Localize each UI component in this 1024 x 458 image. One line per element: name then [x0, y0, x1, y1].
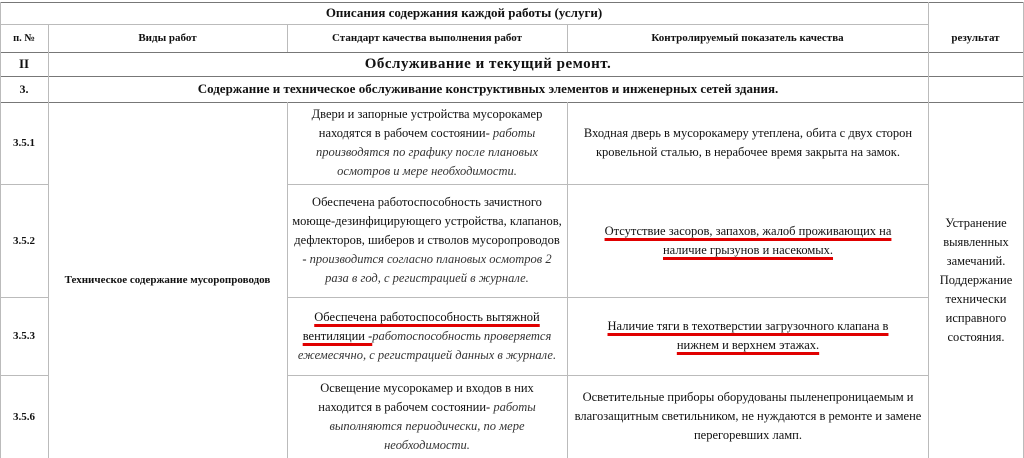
standard-text: Двери и запорные устройства мусорокамер находятся в рабочем состоянии- — [311, 107, 543, 140]
standard-cell-3-5-6 — [292, 377, 562, 456]
row-num-3-5-1: 3.5.1 — [13, 137, 35, 149]
header-result: результат — [951, 32, 1000, 44]
header-quality-indicator: Контролируемый показатель качества — [651, 32, 844, 44]
indicator-text-line2: нижнем и верхнем этажах. — [676, 338, 820, 352]
indicator-text-line1: Отсутствие засоров, запахов, жалоб проживающих на — [604, 223, 892, 238]
standard-text: Обеспечена работоспособность зачистного моюще-дезинфицирующего устройства, клапанов, дефлекторов, шиберов и стволов мусоропроводов - — [292, 195, 562, 266]
col-sep-work — [287, 102, 288, 458]
standard-note: работоспособность проверяется ежемесячно, с регистрацией данных в журнале. — [297, 328, 557, 362]
standard-note: производится согласно плановых осмотров 2 раза в год, с регистрацией в журнале. — [306, 252, 552, 285]
subsection-number: 3. — [19, 81, 29, 96]
standard-cell-3-5-3 — [292, 299, 562, 373]
standard-cell-3-5-1 — [292, 104, 562, 182]
row-divider-2b — [287, 297, 928, 298]
standard-text-highlighted: Обеспечена работоспособность вытяжной вентиляции - — [302, 309, 540, 343]
header-num: п. № — [13, 32, 35, 44]
row-num-3-5-3: 3.5.3 — [13, 330, 35, 342]
indicator-cell-3-5-3 — [574, 299, 922, 373]
indicator-cell-3-5-2 — [574, 186, 922, 295]
standard-text: Освещение мусорокамер и входов в них находится в рабочем состоянии- — [318, 380, 534, 414]
standard-note: работы производятся по графику после плановых осмотров и мере необходимости. — [316, 126, 538, 178]
row-num-3-5-2: 3.5.2 — [13, 234, 35, 247]
table-title: Описания содержания каждой работы (услуги) — [325, 5, 603, 20]
section-title: Обслуживание и текущий ремонт. — [364, 55, 612, 72]
col-sep-std — [567, 102, 568, 458]
header-quality-standard: Стандарт качества выполнения работ — [331, 32, 522, 44]
section-number: II — [18, 56, 30, 71]
standard-note: работы выполняются периодически, по мере необходимости. — [329, 399, 536, 452]
work-type-cell: Техническое содержание мусоропроводов — [64, 274, 271, 286]
indicator-cell-3-5-1: Входная дверь в мусорокамеру утеплена, обита с двух сторон кровельной сталью, в нерабочее время закрыта на замок. — [583, 126, 913, 159]
indicator-cell-3-5-6: Осветительные приборы оборудованы пыленепроницаемым и влагозащитным светильником, не нуждаются в ремонте и замене перегоревших ламп. — [574, 390, 922, 442]
subsection-title: Содержание и техническое обслуживание конструктивных элементов и инженерных сетей здания. — [197, 81, 779, 96]
indicator-text-line1: Наличие тяги в техотверстии загрузочного клапана в — [607, 319, 889, 333]
result-cell: Устранение выявленных замечаний. Поддержание технически исправного состояния. — [939, 215, 1013, 344]
row-divider-1b — [287, 184, 928, 185]
header-work-type: Виды работ — [138, 32, 197, 44]
standard-cell-3-5-2 — [292, 186, 562, 295]
indicator-text-line2: наличие грызунов и насекомых. — [662, 242, 834, 257]
row-divider-3b — [287, 375, 928, 376]
col-sep-result — [928, 2, 929, 458]
row-num-3-5-6: 3.5.6 — [13, 410, 35, 423]
